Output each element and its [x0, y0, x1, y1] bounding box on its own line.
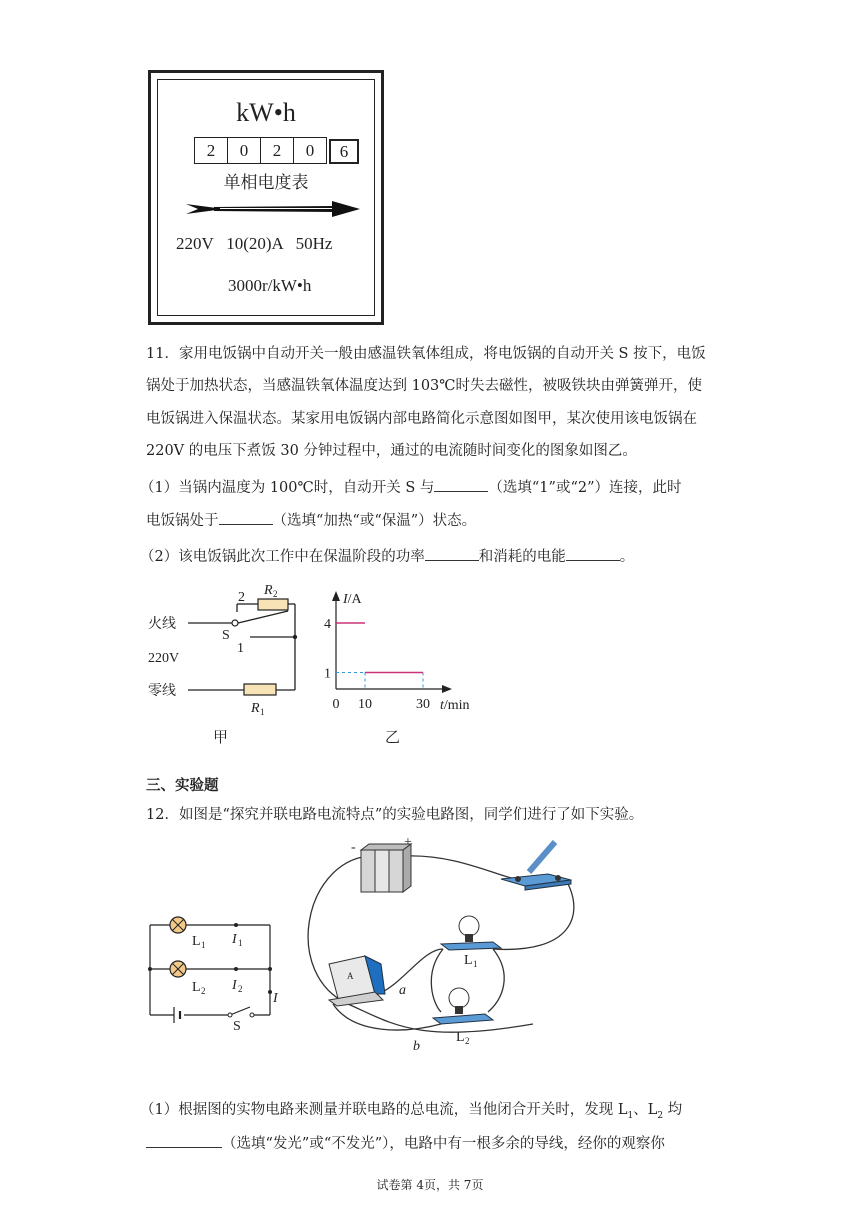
phys-l2-subscript: 2	[465, 1036, 470, 1046]
parallel-circuit-schematic	[140, 905, 280, 1030]
i1-label: I	[232, 932, 237, 947]
wire-a	[378, 949, 443, 994]
q12-text: 12．如图是“探究并联电路电流特点”的实验电路图，同学们进行了如下实验。	[146, 807, 644, 823]
answer-blank[interactable]	[146, 1133, 222, 1148]
i2-label: I	[232, 978, 237, 993]
y-tick-label: 4	[324, 617, 331, 632]
l1-subscript: 1	[201, 940, 206, 950]
q11-sub1-text: （选填“加热“或“保温”）状态。	[272, 513, 477, 529]
meter-reading	[194, 137, 358, 164]
meter-digit: 0	[293, 137, 327, 164]
switch-pos-1: 1	[237, 641, 244, 656]
r1-label: R	[251, 701, 260, 716]
l2-subscript: 2	[201, 986, 206, 996]
battery-plus-label: +	[404, 835, 412, 850]
svg-text:I/A	[342, 592, 363, 607]
q11-line: 11．家用电饭锅中自动开关一般由感温铁氧体组成，将电饭锅的自动开关 S 按下，电饭	[146, 346, 706, 362]
electric-meter-figure	[148, 70, 384, 325]
ammeter-label: A	[347, 971, 354, 981]
x-tick-label: 10	[358, 697, 372, 712]
q12-sub1-text: （1）根据图的实物电路来测量并联电路的总电流，当他闭合开关时，发现 L	[140, 1102, 628, 1118]
figure-jia-caption: 甲	[213, 728, 229, 746]
svg-text:t/min	[440, 698, 470, 713]
knife-switch-icon	[501, 842, 571, 890]
answer-blank[interactable]	[219, 510, 273, 525]
page-footer: 试卷第 4页，共 7页	[376, 1178, 484, 1192]
meter-digit: 0	[227, 137, 261, 164]
wire-b-label: b	[413, 1039, 420, 1054]
x-axis-arrow-icon	[442, 685, 452, 693]
q11-sub1-text: 电饭锅处于	[146, 513, 219, 529]
q11-line: 220V 的电压下煮饭 30 分钟过程中，通过的电流随时间变化的图象如图乙。	[146, 443, 637, 459]
meter-unit: kW•h	[236, 98, 296, 127]
q11-line: 电饭锅进入保温状态。某家用电饭锅内部电路简化示意图如图甲，某次使用该电饭锅在	[146, 411, 697, 427]
ammeter-icon	[329, 956, 385, 1006]
r2-resistor	[258, 599, 288, 610]
q11-sub1-text: （1）当锅内温度为 100℃时，自动开关 S 与	[140, 480, 435, 496]
bulb-l2-icon	[433, 988, 493, 1024]
meter-constant: 3000r/kW•h	[228, 276, 312, 295]
q11-sub2	[140, 541, 712, 573]
x-axis-var: t	[440, 698, 444, 713]
x-tick-label: 30	[416, 697, 430, 712]
lamp-l2-icon	[170, 961, 186, 977]
battery-minus-label: -	[351, 840, 356, 855]
switch-s-label: S	[233, 1019, 241, 1030]
rice-cooker-circuit-diagram	[140, 580, 310, 720]
voltage-label: 220V	[148, 651, 180, 666]
lamp-l1-icon	[170, 917, 186, 933]
figure-yi-caption: 乙	[385, 728, 401, 746]
section-title: 三、实验题	[146, 778, 219, 794]
neutral-wire-label: 零线	[148, 683, 176, 699]
answer-blank[interactable]	[566, 546, 620, 561]
q11-sub2-text: 。	[619, 549, 635, 565]
battery-pack-icon	[361, 844, 411, 892]
meter-digit-decimal: 6	[329, 139, 359, 164]
x-axis-unit: /min	[443, 698, 470, 713]
y-axis-var: I	[343, 592, 348, 607]
q12-sub1-text: 均	[663, 1102, 683, 1118]
wire	[431, 949, 443, 1012]
q12-sub1-subscript: 1	[627, 1110, 634, 1121]
phys-l1-label: L	[464, 953, 473, 968]
q11-sub2-text: 和消耗的电能	[478, 549, 566, 565]
q12-sub1-line1	[140, 1094, 712, 1132]
phys-l1-subscript: 1	[473, 959, 478, 969]
bulb-l1-icon	[441, 916, 501, 950]
switch-label: S	[222, 628, 230, 643]
wire	[488, 949, 504, 1012]
live-wire-label: 火线	[148, 616, 176, 632]
q11-sub1-text: （选填“1”或“2”）连接，此时	[488, 480, 682, 496]
q12-sub1-line2	[146, 1128, 718, 1160]
x-tick-label: 0	[332, 697, 340, 712]
y-axis-arrow-icon	[332, 591, 340, 601]
physical-circuit-illustration	[293, 834, 593, 1056]
wire	[405, 856, 515, 879]
current-time-chart	[320, 585, 495, 720]
meter-digit: 2	[260, 137, 294, 164]
wire-b	[333, 1004, 441, 1030]
i1-subscript: 1	[238, 938, 243, 948]
r2-subscript: 2	[273, 589, 278, 599]
q11-sub2-text: （2）该电饭锅此次工作中在保温阶段的功率	[140, 549, 425, 565]
arrow-icon	[184, 198, 364, 220]
r1-resistor	[244, 684, 276, 695]
q12-sub1-text: （选填“发光”或“不发光”），电路中有一根多余的导线，经你的观察你	[222, 1136, 665, 1152]
meter-specs: 220V 10(20)A 50Hz	[176, 234, 333, 253]
meter-name: 单相电度表	[223, 173, 309, 193]
q11-sub1-line1	[140, 472, 712, 504]
l2-label: L	[192, 980, 201, 995]
q12-sub1-subscript: 2	[657, 1110, 664, 1121]
l1-label: L	[192, 934, 201, 949]
meter-face	[157, 79, 375, 316]
q11-line: 锅处于加热状态，当感温铁氧体温度达到 103℃时失去磁性，被吸铁块由弹簧弹开，使	[146, 378, 703, 394]
switch-pos-2: 2	[238, 590, 245, 605]
phys-l2-label: L	[456, 1030, 465, 1045]
meter-digit: 2	[194, 137, 228, 164]
wire	[493, 884, 574, 949]
y-axis-unit: /A	[347, 592, 362, 607]
wire-a-label: a	[399, 983, 406, 998]
i2-subscript: 2	[238, 984, 243, 994]
r2-label: R	[264, 583, 273, 598]
answer-blank[interactable]	[425, 546, 479, 561]
q12-sub1-text: 、L	[633, 1102, 658, 1118]
answer-blank[interactable]	[434, 477, 488, 492]
y-tick-label: 1	[324, 666, 331, 682]
i-label: I	[273, 991, 278, 1006]
r1-subscript: 1	[260, 707, 265, 717]
q11-sub1-line2	[146, 505, 718, 537]
